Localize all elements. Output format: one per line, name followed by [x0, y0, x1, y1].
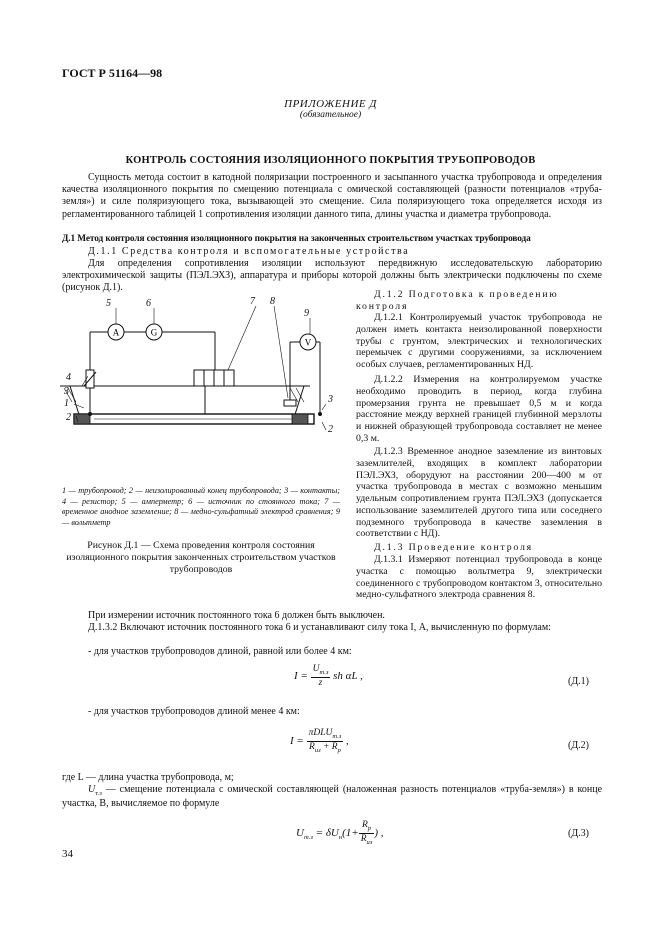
section-d1-heading: Д.1 Метод контроля состояния изоляционного покрытия на законченных строительством участках трубопровода [62, 234, 531, 244]
formula-d2-fraction [307, 728, 344, 755]
ground-surface [60, 386, 310, 402]
formula-d2-den-b-sub: р [337, 746, 341, 754]
where-u-text: — смещение потенциала с омической составляющей (наложенная разность потенциалов «труба-земля») в конце участка, В, вычисляемое по формуле [62, 784, 603, 809]
section-d121-text: Д.1.2.1 Контролируемый участок трубопровода не должен иметь контакта неизолированной поверхности трубы с грунтом, электрических и технологических перемычек с другими сооружениями, за исключением особых случаев, регламентированных НД. [356, 312, 602, 370]
callout-3b: 3 [328, 394, 333, 405]
formula-d1-num-sub: т.з [319, 668, 329, 676]
formula-d3-eq: = δU [315, 826, 339, 839]
section-d123-text: Д.1.2.3 Временное анодное заземление из винтовых заземлителей, входящих в комплект лаборатории ПЭЛ.ЭХЗ, оборудуют на расстоянии 200—400 м от участка трубопровода в местах с возможно меньшим удельным сопротивлением грунта ПЭЛ.ЭХЗ (допускается использование заземлителей другого типа или соседнего подземного трубопровода в качестве заземления в соответствии с НД). [356, 446, 602, 540]
section-d11-heading: Д.1.1 Средства контроля и вспомогательные устройства [88, 246, 410, 257]
callout-6: 6 [146, 298, 151, 309]
figure-caption: Рисунок Д.1 — Схема проведения контроля состояния изоляционного покрытия законченных строительством участков трубопроводов [66, 540, 336, 575]
formula-d3-num: R [361, 820, 368, 830]
formula-d3-eq-sub: н [338, 834, 343, 842]
formula-d3-paren: (1+ [342, 826, 359, 839]
formula-d1-fraction [311, 664, 331, 689]
section-d122-text: Д.1.2.2 Измерения на контролируемом участке необходимо проводить в период, когда глубина промерзания грунта не превышает 0,5 м и когда расстояние между верхней границей глубинной мерзлоты и нижней образующей трубопровода составляет не менее 0,3 м. [356, 374, 602, 444]
appendix-title: ПРИЛОЖЕНИЕ Д [284, 98, 377, 110]
document-title: КОНТРОЛЬ СОСТОЯНИЯ ИЗОЛЯЦИОННОГО ПОКРЫТИЯ ТРУБОПРОВОДОВ [125, 155, 536, 166]
ammeter-icon [108, 324, 124, 340]
formula-d2-den-a-sub: из [314, 746, 321, 754]
callout-1: 1 [64, 398, 69, 409]
formula-d1 [294, 664, 363, 689]
formula-d1-num: U [312, 664, 320, 674]
formula-d3-lhs: U [296, 826, 304, 839]
callout-9: 9 [304, 308, 309, 319]
where-u-symbol: U [88, 784, 96, 795]
callout-4: 4 [66, 372, 71, 383]
formula-d1-number: (Д.1) [568, 676, 589, 687]
formula-d3-num-sub: р [367, 824, 372, 832]
formula-d2-num-sub: т.з [332, 732, 342, 740]
formula-d3-den-sub: из [366, 838, 373, 846]
formula-d3-den: R [360, 833, 367, 844]
measure-note: При измерении источник постоянного тока 6 должен быть выключен. [88, 610, 385, 621]
callout-3: 3 [64, 386, 69, 397]
formula-d2-den-b: R [331, 741, 338, 752]
formula-d3 [296, 820, 383, 847]
intro-paragraph: Сущность метода состоит в катодной поляризации построенного и засыпанного участка трубопровода и определения качества изоляционного покрытия по смещению потенциала с омической составляющей (разности потенциалов «труба-земля») и силе поляризующего тока, вызывающей это смещение. Сила поляризующего тока определяется исходя из регламентированного таблицей 1 сопротивления изоляции данного типа, длины участка и диаметра трубопровода. [62, 172, 602, 220]
where-l-text: где L — длина участка трубопровода, м; [62, 772, 234, 783]
standard-header: ГОСТ Р 51164—98 [62, 66, 163, 80]
trench [70, 386, 304, 424]
formula-d2-tail: , [346, 734, 349, 747]
section-d132-text: Д.1.3.2 Включают источник постоянного тока 6 и устанавливают силу тока I, А, вычисленную по формулам: [88, 622, 551, 633]
leader-lines [74, 306, 326, 430]
formula-d3-number: (Д.3) [568, 828, 589, 839]
formula-d3-lhs-sub: т.з [303, 834, 313, 842]
callout-2: 2 [66, 412, 71, 423]
page-number: 34 [62, 848, 73, 860]
current-source-icon [146, 324, 162, 340]
section-d131-text: Д.1.3.1 Измеряют потенциал трубопровода в конце участка с помощью вольтметра 9, электрически соединенного с трубопроводом контактом 3, относительно медно-сульфатного электрода сравнения 8. [356, 554, 602, 601]
formula-d2-number: (Д.2) [568, 740, 589, 751]
pipeline [74, 414, 314, 424]
callout-7: 7 [250, 296, 255, 307]
formula-d2-den-a: R [309, 741, 315, 752]
callout-8: 8 [270, 296, 275, 307]
formula-d1-den: z [318, 677, 323, 688]
callout-5: 5 [106, 298, 111, 309]
appendix-subtitle: (обязательное) [299, 110, 362, 120]
voltmeter-symbol: V [304, 337, 312, 348]
bare-pipe-end-left [74, 414, 90, 424]
formula-d3-close: ) , [374, 826, 384, 839]
case-short-label: - для участков трубопроводов длиной менее 4 км: [88, 706, 300, 717]
callout-2b: 2 [328, 424, 333, 435]
voltmeter-icon [300, 334, 316, 350]
where-u-symbol-sub: т.з [95, 790, 102, 797]
section-d13-heading: Д.1.3 Проведение контроля [374, 542, 533, 553]
case-long-label: - для участков трубопроводов длиной, равной или более 4 км: [88, 646, 352, 657]
section-d12-heading: Д.1.2 Подготовка к проведению контроля [356, 289, 559, 312]
anode-grounding-icon [194, 370, 234, 386]
source-symbol: G [150, 327, 158, 338]
ammeter-symbol: A [112, 327, 120, 338]
section-d11-text: Для определения сопротивления изоляции используют передвижную исследовательскую лабораторию электрохимической защиты (ПЭЛ.ЭХЗ), аппаратура и приборы которой должны быть электрически подключены по схеме (рисунок Д.1). [62, 258, 602, 294]
resistor-icon [84, 370, 96, 388]
where-u-block [62, 784, 602, 810]
formula-d2-num: πDLU [308, 728, 333, 738]
formula-d2-den-plus: + [320, 741, 332, 752]
figure-legend: 1 — трубопровод; 2 — неизолированный конец трубопровода; 3 — контакты; 4 — резистор; 5 — амперметр; 6 — источник по стоянного тока; 7 — временное анодное заземление; 8 — медно-сульфатный электрод сравнения; 9 — вольтметр [62, 486, 340, 527]
formula-d2-lhs: I = [290, 734, 304, 747]
circuit-diagram [60, 290, 344, 480]
formula-d3-fraction [359, 820, 375, 847]
bare-pipe-end-right [292, 414, 308, 424]
formula-d1-lhs: I = [294, 670, 308, 683]
reference-electrode-icon [284, 400, 296, 406]
formula-d1-tail: sh αL , [333, 670, 363, 683]
formula-d2 [290, 728, 349, 755]
